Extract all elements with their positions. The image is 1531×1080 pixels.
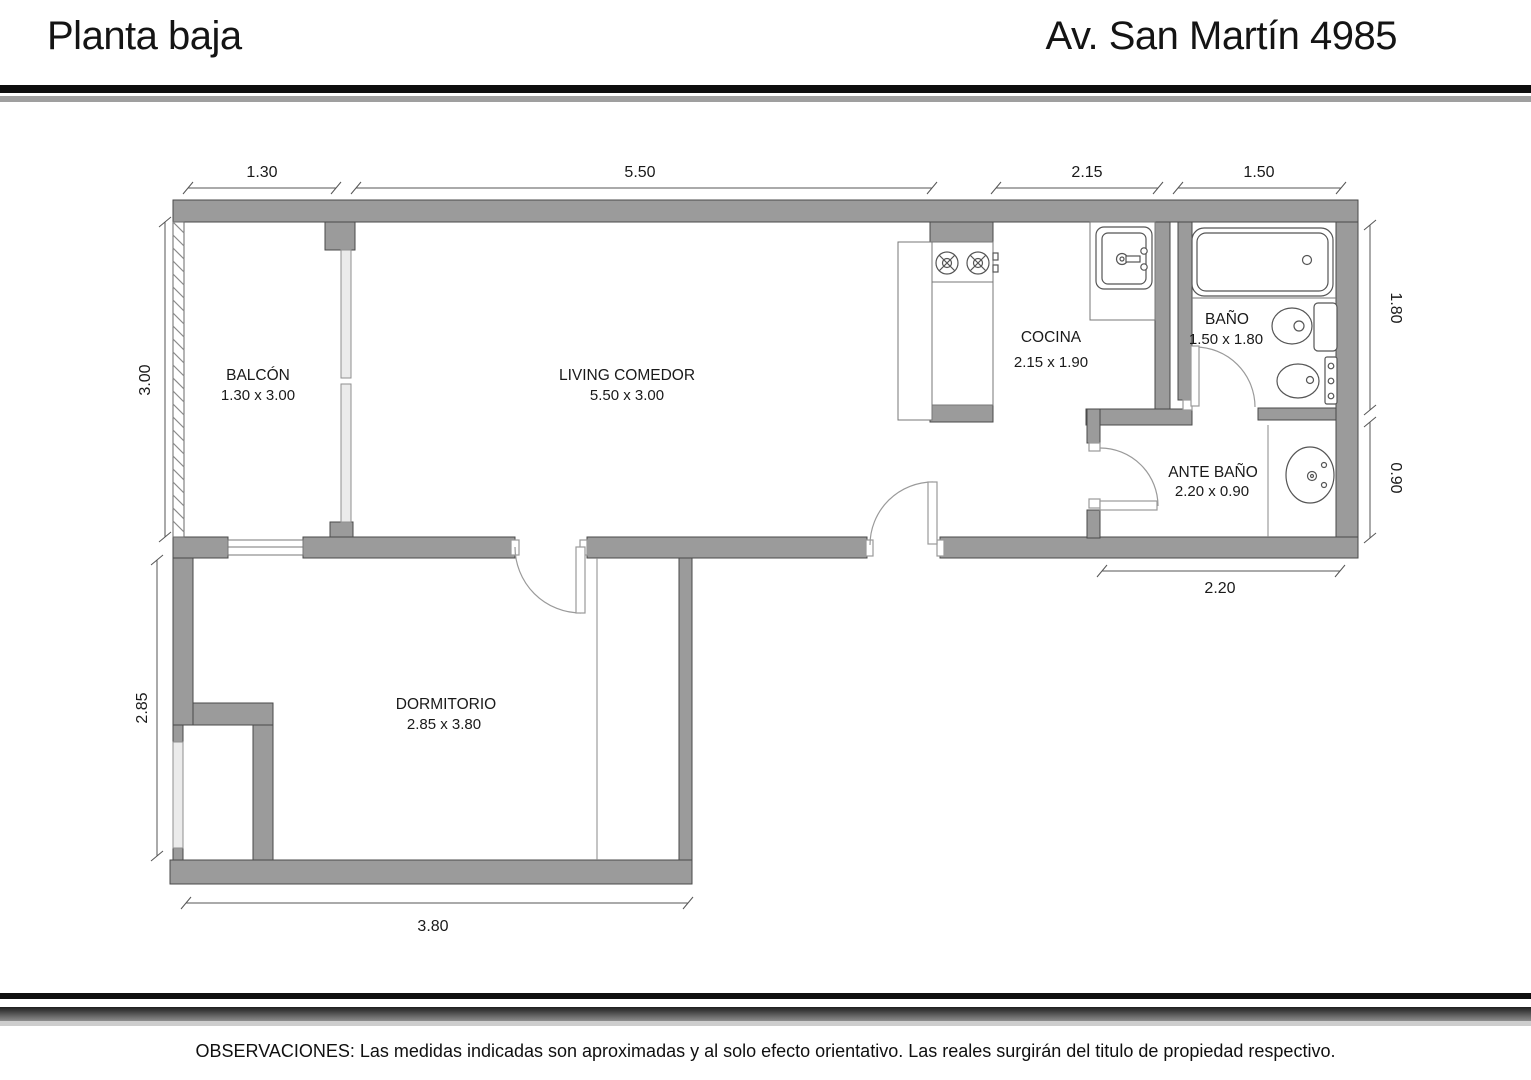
dim-label-3-80: 3.80: [417, 918, 449, 935]
wall-bath-left: [1178, 222, 1192, 400]
dim-label-0-90: 0.90: [1387, 462, 1404, 494]
washbasin: [1286, 447, 1334, 503]
room-label-living: LIVING COMEDOR: [558, 367, 696, 384]
room-dims-bano: 1.50 x 1.80: [1188, 331, 1264, 348]
page-title: Planta baja: [47, 14, 242, 58]
dim-top-1-30: [183, 164, 341, 194]
bedroom-door-leaf: [576, 547, 585, 613]
kitchen-sink: [1096, 227, 1152, 289]
room-dims-antebano: 2.20 x 0.90: [1174, 483, 1250, 500]
antebath-door: [1089, 443, 1158, 510]
dim-label-5-50: 5.50: [624, 164, 656, 181]
wall-dorm-jog-h: [193, 703, 273, 725]
observations-text: OBSERVACIONES: Las medidas indicadas son aproximadas y al solo efecto orientativo. Las reales surgirán del titulo de propiedad respectivo.: [195, 1041, 1336, 1061]
antebath-door-jamb2: [1089, 499, 1100, 508]
bathtub: [1192, 228, 1333, 296]
antebath-door-jamb: [1089, 443, 1100, 451]
wall-dorm-right: [679, 558, 692, 860]
room-dims-cocina: 2.15 x 1.90: [1013, 354, 1089, 371]
antebath-door-leaf: [1100, 501, 1157, 510]
footer-rule-gradient: [0, 1007, 1531, 1021]
dim-label-1-50: 1.50: [1243, 164, 1275, 181]
dim-label-2-15: 2.15: [1071, 164, 1103, 181]
room-dims-balcon: 1.30 x 3.00: [220, 387, 296, 404]
entry-door-leaf: [928, 482, 937, 544]
wall-dorm-left: [173, 558, 193, 725]
balcony-glass-partition: [341, 250, 351, 522]
wall-bath-bottom-right: [1258, 408, 1336, 420]
dim-right-0-90: [1364, 417, 1404, 543]
wall-antebath-left-top: [1087, 409, 1100, 443]
kitchen-counter-bar: [898, 242, 932, 420]
wall-kitchen-right: [1155, 222, 1170, 418]
wall-right: [1336, 222, 1358, 558]
footer-rule-light: [0, 1021, 1531, 1026]
balcony-railing-hatch: [173, 222, 184, 537]
bathroom-door-leaf: [1191, 346, 1199, 406]
wall-shaft-cap-top: [173, 725, 183, 742]
wall-counter-stub-top: [930, 222, 993, 242]
bidet: [1277, 357, 1337, 404]
dim-right-1-80: [1364, 220, 1404, 415]
wall-shaft-cap-bottom: [173, 848, 183, 860]
dim-label-1-30: 1.30: [246, 164, 278, 181]
entry-door-jamb2: [937, 540, 944, 556]
glass-panel-lower: [341, 384, 351, 522]
dim-bottom-3-80: [181, 897, 693, 935]
dim-top-1-50: [1173, 164, 1346, 194]
dim-top-2-15: [991, 164, 1163, 194]
wall-partition-stub-bottom: [330, 522, 353, 537]
dim-label-2-85: 2.85: [134, 692, 151, 724]
wall-dorm-bottom: [170, 860, 692, 884]
entry-door: [866, 482, 944, 556]
bedroom-door: [511, 540, 587, 613]
wall-antebath-left-bottom: [1087, 510, 1100, 538]
dim-left-3-00: [137, 217, 171, 542]
bathroom-door: [1183, 346, 1255, 410]
wall-kitchen-bottom: [1086, 409, 1192, 425]
wall-mid-center: [587, 537, 867, 558]
room-dims-living: 5.50 x 3.00: [589, 387, 665, 404]
room-label-cocina: COCINA: [1020, 329, 1082, 346]
dim-label-3-00: 3.00: [137, 364, 154, 396]
window-shaft: [173, 742, 183, 848]
room-dims-dormitorio: 2.85 x 3.80: [406, 716, 482, 733]
wall-mid-left: [303, 537, 515, 558]
room-label-dormitorio: DORMITORIO: [395, 696, 497, 713]
dim-label-1-80: 1.80: [1387, 292, 1404, 324]
room-labels: [221, 311, 1263, 733]
toilet: [1272, 303, 1337, 351]
dim-top-5-50: [351, 164, 937, 194]
glass-panel-upper: [341, 250, 351, 378]
dim-label-2-20: 2.20: [1204, 580, 1236, 597]
wall-dorm-jog-v: [253, 725, 273, 860]
room-label-bano: BAÑO: [1205, 311, 1249, 328]
wall-mid-right: [940, 537, 1358, 558]
address-title: Av. San Martín 4985: [1045, 14, 1397, 58]
room-label-balcon: BALCÓN: [226, 367, 290, 384]
wall-partition-stub-top: [325, 222, 355, 250]
wall-counter-stub-bottom: [930, 405, 993, 422]
footer-rule-black: [0, 993, 1531, 999]
wall-balcony-corner: [173, 537, 228, 558]
room-label-antebano: ANTE BAÑO: [1168, 464, 1258, 481]
dim-left-2-85: [134, 555, 163, 861]
wall-top: [173, 200, 1358, 222]
dim-bottom-2-20: [1097, 565, 1345, 597]
